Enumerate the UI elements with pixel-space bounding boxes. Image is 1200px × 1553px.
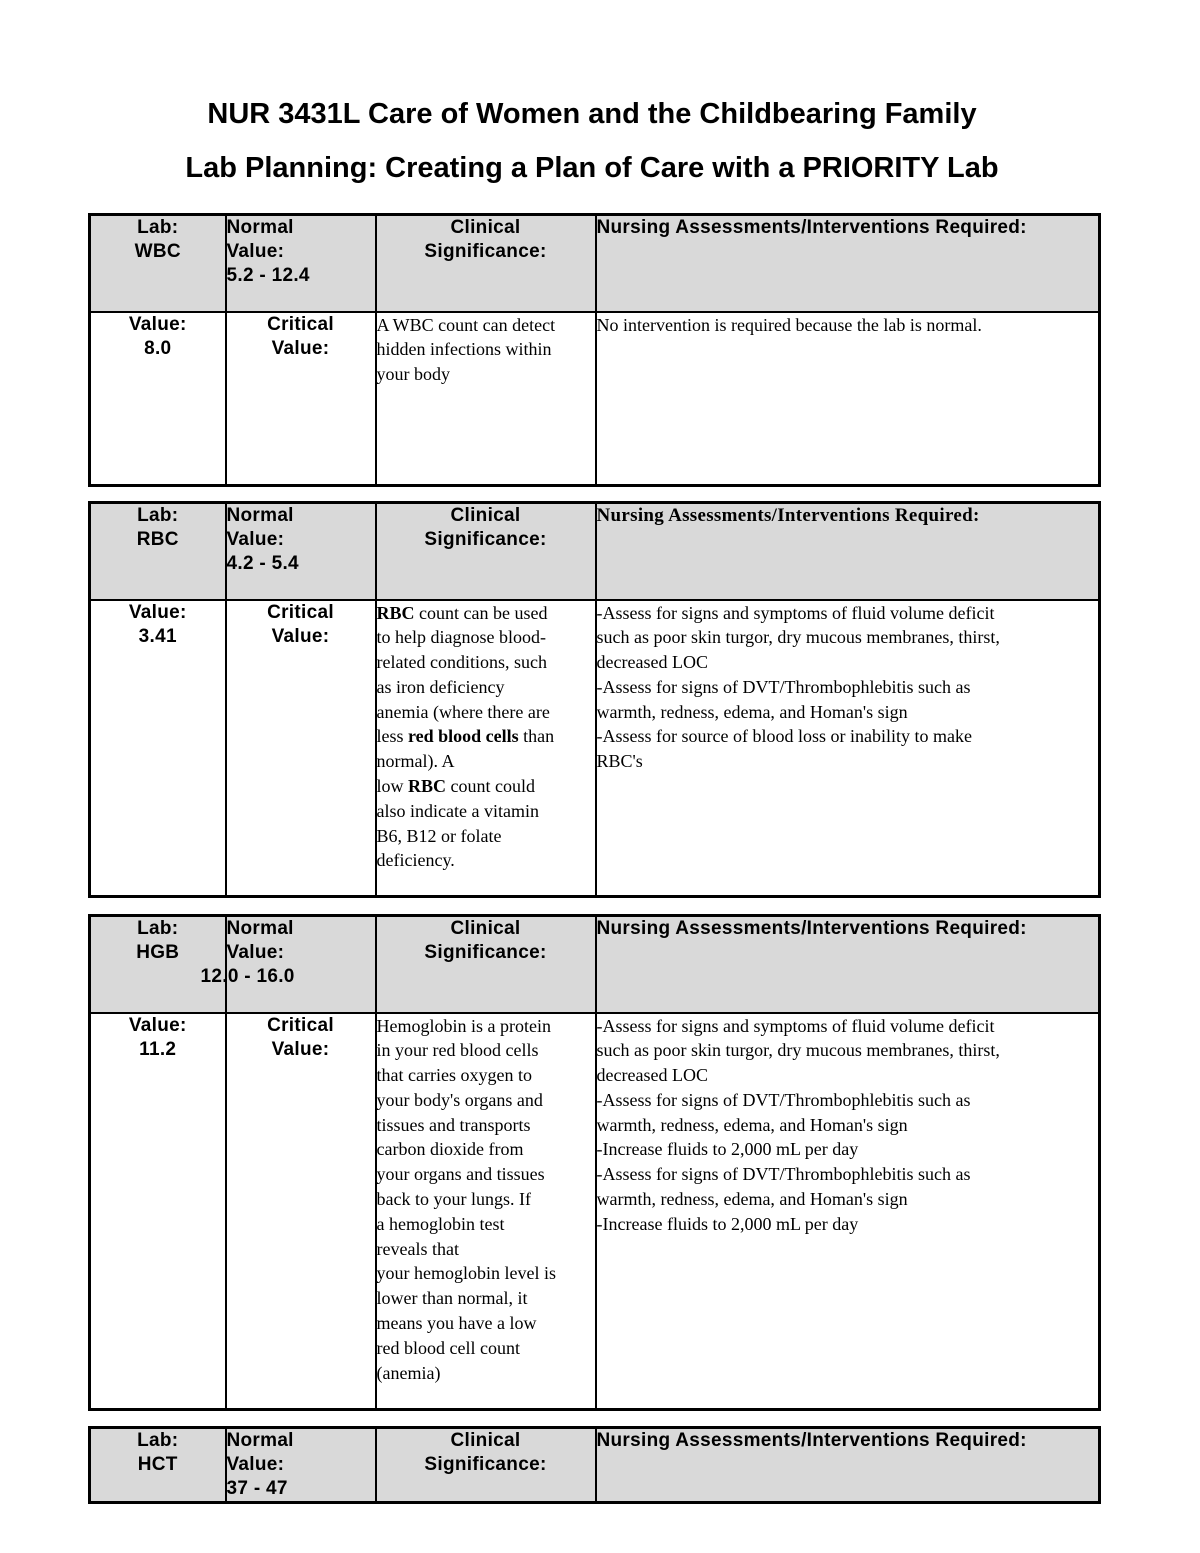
normal-label: Normal bbox=[226, 918, 294, 939]
lab-table-wbc bbox=[88, 213, 1101, 487]
clinical-label: Clinical bbox=[450, 505, 521, 526]
value-cell bbox=[90, 1013, 226, 1410]
clinical-significance-header bbox=[376, 1428, 596, 1503]
bold-term: red blood cells bbox=[408, 726, 519, 747]
lab-name: HCT bbox=[137, 1454, 178, 1475]
text-line bbox=[377, 601, 595, 626]
lab-name-cell bbox=[90, 503, 226, 600]
clinical-significance-text bbox=[376, 1013, 596, 1410]
text-line: in your red blood cells bbox=[376, 1040, 539, 1061]
clinical-label: Clinical bbox=[450, 918, 521, 939]
text-line: red blood cell count bbox=[376, 1337, 520, 1358]
value-label: Value: bbox=[226, 942, 285, 963]
text-line: B6, B12 or folate bbox=[376, 825, 502, 846]
value-label: Value: bbox=[128, 601, 187, 623]
clinical-significance-header bbox=[376, 916, 596, 1013]
text-span: less bbox=[376, 726, 408, 747]
text-line: your hemoglobin level is bbox=[376, 1263, 556, 1284]
significance-label: Significance: bbox=[424, 942, 547, 963]
lab-name: HGB bbox=[136, 942, 180, 963]
normal-range: 4.2 - 5.4 bbox=[226, 553, 299, 574]
significance-label: Significance: bbox=[424, 241, 547, 262]
text-line: also indicate a vitamin bbox=[376, 800, 539, 821]
text-line: such as poor skin turgor, dry mucous membranes, thirst, bbox=[596, 1040, 1000, 1061]
critical-value-cell bbox=[226, 312, 376, 486]
clinical-significance-text bbox=[376, 600, 596, 897]
clinical-significance-header bbox=[376, 215, 596, 312]
text-line bbox=[377, 774, 595, 799]
text-line: A WBC count can detect bbox=[376, 314, 556, 335]
text-line: warmth, redness, edema, and Homan's sign bbox=[596, 701, 908, 722]
text-line: hidden infections within bbox=[376, 339, 552, 360]
text-line: your body bbox=[376, 364, 450, 385]
text-line: warmth, redness, edema, and Homan's sign bbox=[596, 1114, 908, 1135]
text-line: decreased LOC bbox=[596, 1065, 708, 1086]
text-line: (anemia) bbox=[376, 1362, 441, 1383]
clinical-label: Clinical bbox=[450, 1430, 521, 1451]
document-subtitle: Lab Planning: Creating a Plan of Care with a PRIORITY Lab bbox=[185, 152, 999, 184]
text-line: your body's organs and bbox=[376, 1089, 543, 1110]
text-line: deficiency. bbox=[376, 850, 455, 871]
text-line: -Assess for source of blood loss or inability to make bbox=[596, 726, 972, 747]
normal-label: Normal bbox=[226, 217, 294, 238]
text-line: -Assess for signs of DVT/Thrombophlebitis such as bbox=[596, 1089, 971, 1110]
text-line: such as poor skin turgor, dry mucous membranes, thirst, bbox=[596, 627, 1000, 648]
critical-label: Critical bbox=[267, 601, 334, 623]
normal-range: 37 - 47 bbox=[226, 1478, 288, 1499]
text-line: tissues and transports bbox=[376, 1114, 531, 1135]
value-cell bbox=[90, 312, 226, 486]
value-cell bbox=[90, 600, 226, 897]
text-line: -Assess for signs and symptoms of fluid volume deficit bbox=[596, 602, 995, 623]
interventions-text bbox=[596, 312, 1100, 486]
text-line: back to your lungs. If bbox=[376, 1189, 531, 1210]
bold-term: RBC bbox=[408, 776, 447, 797]
text-line: decreased LOC bbox=[596, 652, 708, 673]
value-label: Value: bbox=[226, 1454, 285, 1475]
normal-value-cell bbox=[200, 916, 376, 1013]
critical-value-label: Value: bbox=[271, 337, 330, 359]
critical-label: Critical bbox=[267, 1014, 334, 1036]
text-span: count could bbox=[446, 776, 535, 797]
nursing-header: Nursing Assessments/Interventions Required: bbox=[596, 1428, 1100, 1503]
normal-value-cell bbox=[226, 503, 376, 600]
text-line: to help diagnose blood- bbox=[376, 627, 546, 648]
text-line: No intervention is required because the lab is normal. bbox=[596, 314, 982, 335]
text-line: -Increase fluids to 2,000 mL per day bbox=[596, 1213, 859, 1234]
text-line: your organs and tissues bbox=[376, 1164, 545, 1185]
significance-label: Significance: bbox=[424, 1454, 547, 1475]
normal-label: Normal bbox=[226, 505, 294, 526]
lab-label: Lab: bbox=[137, 217, 179, 238]
normal-value-cell bbox=[226, 1428, 376, 1503]
clinical-label: Clinical bbox=[450, 217, 521, 238]
lab-label: Lab: bbox=[137, 918, 179, 939]
text-span: count can be used bbox=[414, 602, 548, 623]
lab-name-cell bbox=[90, 916, 226, 1013]
lab-table-hgb bbox=[88, 914, 1101, 1411]
value-label: Value: bbox=[128, 313, 187, 335]
text-line: Hemoglobin is a protein bbox=[376, 1015, 551, 1036]
text-line: as iron deficiency bbox=[376, 676, 505, 697]
text-line: a hemoglobin test bbox=[376, 1213, 505, 1234]
text-span: low bbox=[376, 776, 408, 797]
lab-value: 11.2 bbox=[139, 1038, 177, 1060]
bold-term: RBC bbox=[376, 602, 415, 623]
text-line: -Assess for signs of DVT/Thrombophlebitis such as bbox=[596, 1164, 971, 1185]
interventions-text bbox=[596, 1013, 1100, 1410]
lab-label: Lab: bbox=[137, 505, 179, 526]
lab-table-hct bbox=[88, 1426, 1101, 1504]
text-line: normal). A bbox=[376, 751, 455, 772]
critical-value-label: Value: bbox=[271, 1038, 330, 1060]
value-label: Value: bbox=[226, 529, 285, 550]
lab-name: RBC bbox=[136, 529, 179, 550]
text-span: than bbox=[518, 726, 555, 747]
nursing-header: Nursing Assessments/Interventions Required: bbox=[596, 503, 1100, 600]
text-line: RBC's bbox=[596, 751, 643, 772]
text-line: means you have a low bbox=[376, 1313, 537, 1334]
lab-label: Lab: bbox=[137, 1430, 179, 1451]
lab-name-cell bbox=[90, 215, 226, 312]
text-line: carbon dioxide from bbox=[376, 1139, 524, 1160]
text-line: lower than normal, it bbox=[376, 1288, 528, 1309]
text-line: -Assess for signs of DVT/Thrombophlebitis such as bbox=[596, 676, 971, 697]
nursing-header: Nursing Assessments/Interventions Required: bbox=[596, 916, 1100, 1013]
significance-label: Significance: bbox=[424, 529, 547, 550]
critical-value-cell bbox=[226, 600, 376, 897]
clinical-significance-text bbox=[376, 312, 596, 486]
text-line: reveals that bbox=[376, 1238, 459, 1259]
text-line: -Increase fluids to 2,000 mL per day bbox=[596, 1139, 859, 1160]
lab-name: WBC bbox=[134, 241, 181, 262]
text-line: that carries oxygen to bbox=[376, 1065, 532, 1086]
normal-range: 5.2 - 12.4 bbox=[226, 265, 310, 286]
text-line: -Assess for signs and symptoms of fluid volume deficit bbox=[596, 1015, 995, 1036]
normal-label: Normal bbox=[226, 1430, 294, 1451]
document-title: NUR 3431L Care of Women and the Childbearing Family bbox=[207, 98, 977, 130]
nursing-header: Nursing Assessments/Interventions Required: bbox=[596, 215, 1100, 312]
clinical-significance-header bbox=[376, 503, 596, 600]
normal-range: 12.0 - 16.0 bbox=[200, 966, 295, 987]
interventions-text bbox=[596, 600, 1100, 897]
lab-name-cell bbox=[90, 1428, 226, 1503]
text-line: anemia (where there are bbox=[376, 701, 550, 722]
value-label: Value: bbox=[128, 1014, 187, 1036]
text-line: warmth, redness, edema, and Homan's sign bbox=[596, 1189, 908, 1210]
critical-value-cell bbox=[226, 1013, 376, 1410]
text-line bbox=[377, 724, 595, 749]
lab-value: 8.0 bbox=[144, 337, 172, 359]
normal-value-cell bbox=[226, 215, 376, 312]
lab-table-rbc bbox=[88, 501, 1101, 898]
lab-value: 3.41 bbox=[138, 625, 177, 647]
critical-value-label: Value: bbox=[271, 625, 330, 647]
value-label: Value: bbox=[226, 241, 285, 262]
critical-label: Critical bbox=[267, 313, 334, 335]
text-line: related conditions, such bbox=[376, 652, 547, 673]
